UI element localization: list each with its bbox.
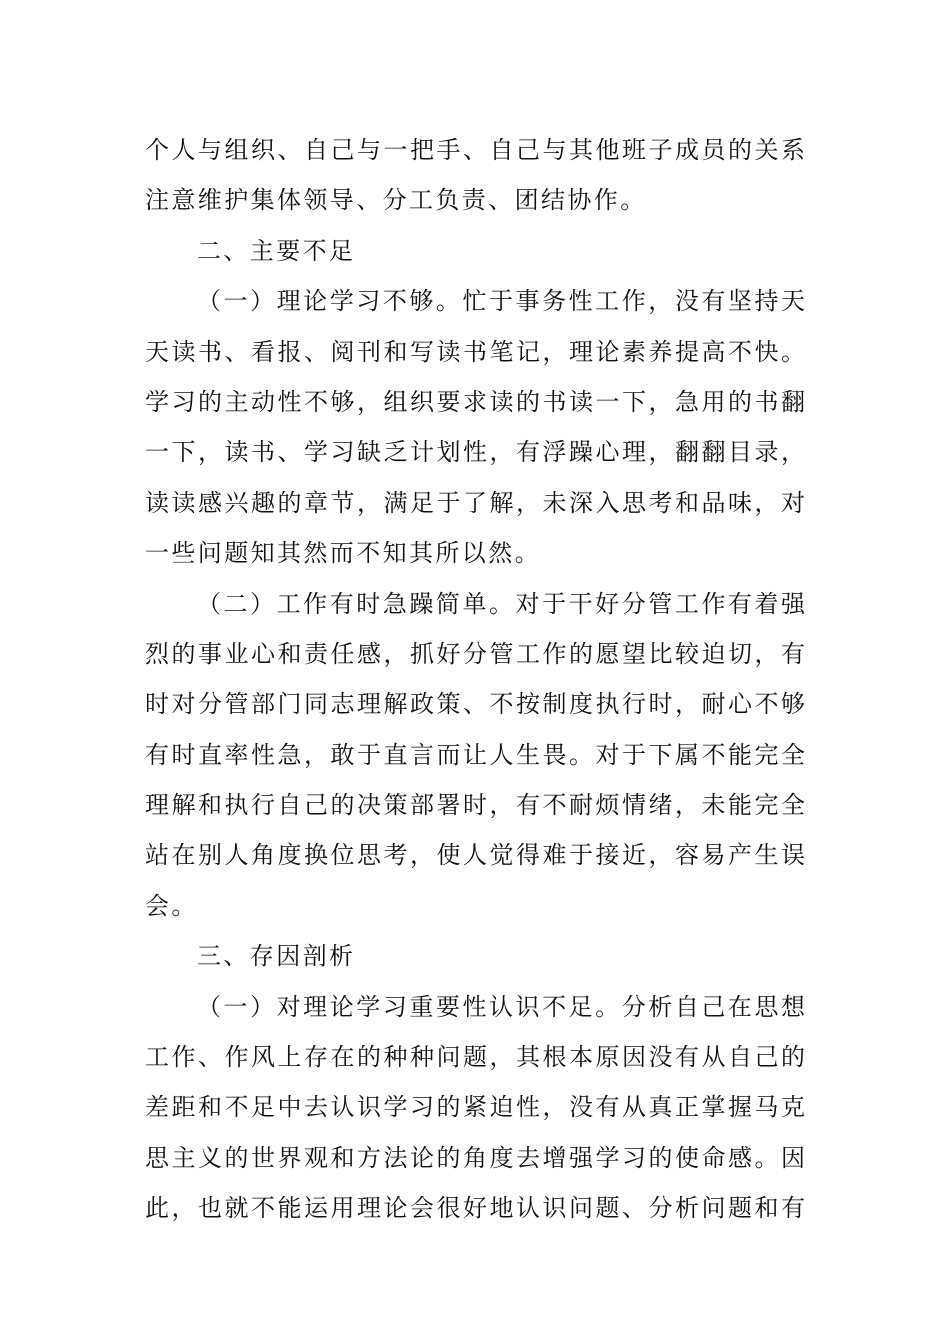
text-line: 注意维护集体领导、分工负责、团结协作。 <box>145 186 647 215</box>
text-line: 时对分管部门同志理解政策、不按制度执行时，耐心不够 <box>145 690 805 719</box>
text-line: （二）工作有时急躁简单。对于干好分管工作有着强 <box>197 589 805 618</box>
text-line: 读读感兴趣的章节，满足于了解，未深入思考和品味，对 <box>145 488 805 517</box>
text-line: 个人与组织、自己与一把手、自己与其他班子成员的关系 <box>145 136 805 164</box>
document-page <box>145 125 805 1234</box>
text-line: 一些问题知其然而不知其所以然。 <box>145 539 541 568</box>
text-line: 烈的事业心和责任感，抓好分管工作的愿望比较迫切，有 <box>145 639 805 668</box>
text-line: 此，也就不能运用理论会很好地认识问题、分析问题和有 <box>145 1194 805 1223</box>
text-line: 一下，读书、学习缺乏计划性，有浮躁心理，翻翻目录， <box>145 438 805 467</box>
section-heading: 三、存因剖析 <box>197 942 356 971</box>
text-line: （一）理论学习不够。忙于事务性工作，没有坚持天 <box>197 287 805 316</box>
text-line: 天读书、看报、阅刊和写读书笔记，理论素养提高不快。 <box>145 337 805 366</box>
text-line: （一）对理论学习重要性认识不足。分析自己在思想 <box>197 992 805 1021</box>
text-line: 工作、作风上存在的种种问题，其根本原因没有从自己的 <box>145 1043 805 1072</box>
section-heading: 二、主要不足 <box>197 236 356 265</box>
text-line: 差距和不足中去认识学习的紧迫性，没有从真正掌握马克 <box>145 1093 805 1122</box>
text-line: 学习的主动性不够，组织要求读的书读一下，急用的书翻 <box>145 387 805 416</box>
text-line: 思主义的世界观和方法论的角度去增强学习的使命感。因 <box>145 1143 805 1172</box>
text-line: 有时直率性急，敢于直言而让人生畏。对于下属不能完全 <box>145 740 805 769</box>
text-line: 站在别人角度换位思考，使人觉得难于接近，容易产生误 <box>145 841 805 870</box>
text-line: 理解和执行自己的决策部署时，有不耐烦情绪，未能完全 <box>145 791 805 820</box>
text-line: 会。 <box>145 891 198 920</box>
